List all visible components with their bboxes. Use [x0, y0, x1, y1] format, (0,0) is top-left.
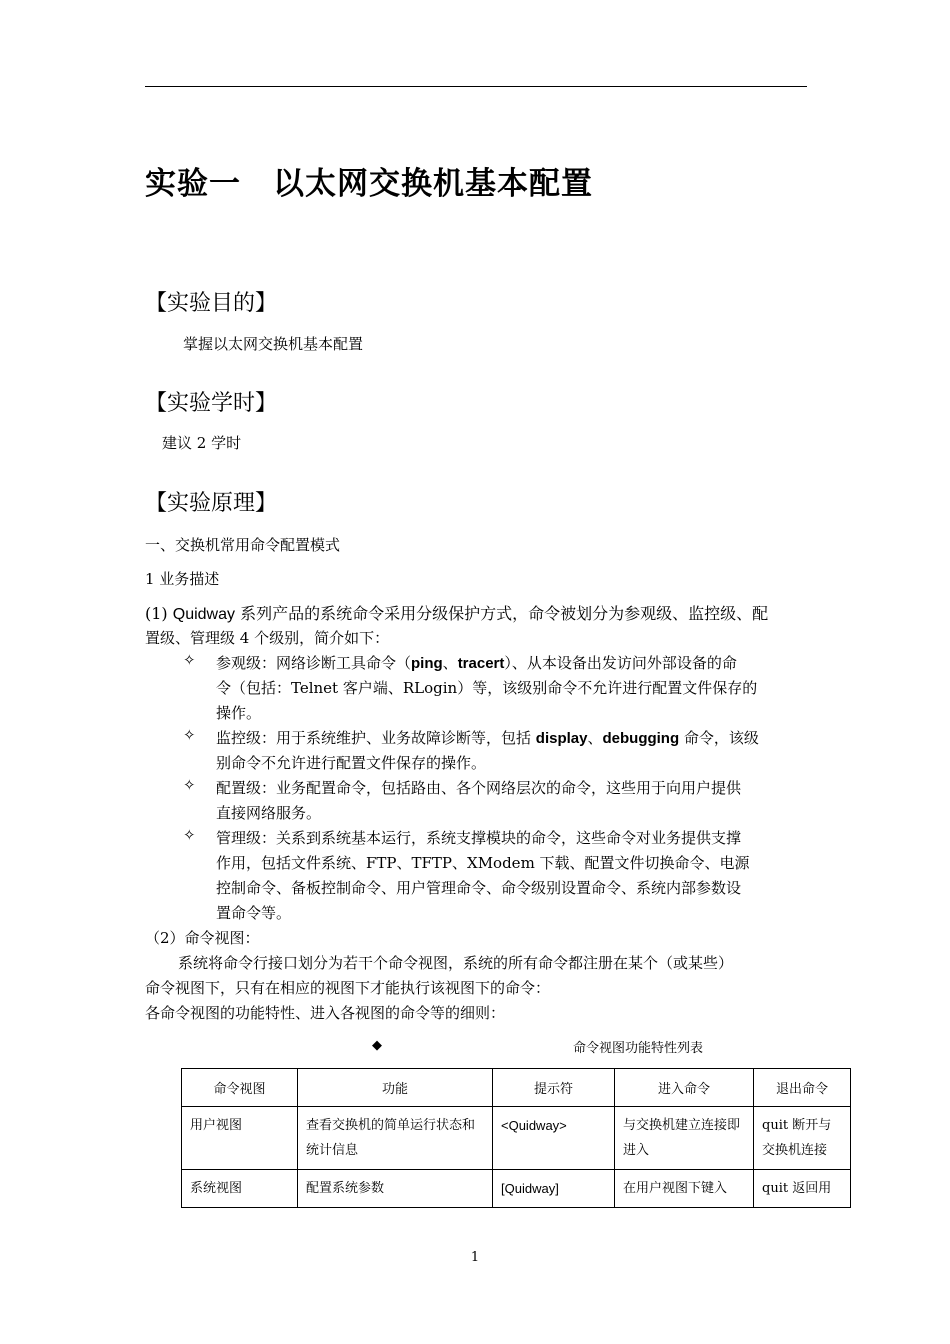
command-display: display [535, 730, 588, 747]
table-cell-function: 配置系统参数 [298, 1170, 493, 1208]
section-heading-principle: 【实验原理】 [145, 491, 278, 516]
table-header: 功能 [298, 1069, 493, 1107]
command-tracert: tracert [457, 655, 505, 672]
header-rule [145, 86, 807, 87]
table-cell-exit: quit 返回用 [754, 1170, 851, 1208]
table-cell-exit: quit 断开与交换机连接 [754, 1107, 851, 1170]
para1-rest: 系列产品的系统命令采用分级保护方式，命令被划分为参观级、监控级、配 [235, 604, 769, 623]
page-title: 实验一 以太网交换机基本配置 [145, 166, 593, 202]
bullet-3-line-1: 配置级：业务配置命令，包括路由、各个网络层次的命令，这些用于向用户提供 [216, 779, 742, 797]
bullet-text: 参观级：网络诊断工具命令（ [216, 654, 412, 672]
bullet-4-line-1: 管理级：关系到系统基本运行，系统支撑模块的命令，这些命令对业务提供支撑 [216, 829, 742, 847]
bullet-1-line-1 [216, 651, 737, 676]
table-header: 进入命令 [615, 1069, 754, 1107]
purpose-text: 掌握以太网交换机基本配置 [183, 335, 364, 353]
table-header-row [182, 1069, 851, 1107]
para2-line3: 各命令视图的功能特性、进入各视图的命令等的细则： [145, 1004, 506, 1022]
bullet-4-line-3: 控制命令、备板控制命令、用户管理命令、命令级别设置命令、系统内部参数设 [216, 879, 742, 897]
hours-text: 建议 2 学时 [162, 434, 242, 452]
bullet-text: 命令，该级 [679, 729, 759, 747]
command-debugging: debugging [602, 730, 680, 747]
table-row [182, 1170, 851, 1208]
para1-prefix: (1) [145, 604, 173, 623]
bullet-text: 、 [587, 729, 603, 747]
bullet-3-line-2: 直接网络服务。 [216, 804, 322, 822]
bullet-text: ）、从本设备出发访问外部设备的命 [504, 654, 737, 672]
table-header: 退出命令 [754, 1069, 851, 1107]
table-header: 提示符 [493, 1069, 615, 1107]
bullet-text: 、 [442, 654, 458, 672]
table-cell-prompt: <Quidway> [493, 1107, 615, 1170]
table-cell-enter: 与交换机建立连接即进入 [615, 1107, 754, 1170]
table-caption: 命令视图功能特性列表 [573, 1040, 704, 1055]
page-number: 1 [470, 1250, 480, 1265]
bullet-2-line-1 [216, 726, 759, 751]
command-ping: ping [411, 655, 443, 672]
table-cell-enter: 在用户视图下键入 [615, 1170, 754, 1208]
para1-brand: Quidway [172, 606, 235, 623]
table-cell-view: 用户视图 [182, 1107, 298, 1170]
bullet-text: 监控级：用于系统维护、业务故障诊断等，包括 [216, 729, 536, 747]
bullet-diamond-icon: ✧ [183, 826, 196, 844]
bullet-1-line-3: 操作。 [216, 704, 262, 722]
para2-heading: （2）命令视图： [145, 929, 260, 947]
table-header: 命令视图 [182, 1069, 298, 1107]
para2-line2: 命令视图下，只有在相应的视图下才能执行该视图下的命令： [145, 979, 551, 997]
section-heading-purpose: 【实验目的】 [145, 291, 278, 316]
section-heading-hours: 【实验学时】 [145, 391, 278, 416]
bullet-diamond-icon: ✧ [183, 726, 196, 744]
principle-subheading-2: 1 业务描述 [145, 570, 220, 588]
bullet-2-line-2: 别命令不允许进行配置文件保存的操作。 [216, 754, 487, 772]
bullet-4-line-4: 置命令等。 [216, 904, 292, 922]
para1-line1 [145, 601, 768, 627]
table-cell-prompt: [Quidway] [493, 1170, 615, 1208]
command-view-table [181, 1068, 851, 1208]
table-cell-function: 查看交换机的简单运行状态和统计信息 [298, 1107, 493, 1170]
caption-diamond-icon: ◆ [372, 1037, 382, 1052]
bullet-diamond-icon: ✧ [183, 651, 196, 669]
para2-line1: 系统将命令行接口划分为若干个命令视图，系统的所有命令都注册在某个（或某些） [178, 954, 734, 972]
table-row [182, 1107, 851, 1170]
table-cell-view: 系统视图 [182, 1170, 298, 1208]
principle-subheading-1: 一、交换机常用命令配置模式 [145, 536, 341, 554]
para1-line2: 置级、管理级 4 个级别，简介如下： [145, 629, 390, 647]
bullet-diamond-icon: ✧ [183, 776, 196, 794]
bullet-4-line-2: 作用，包括文件系统、FTP、TFTP、XModem 下载、配置文件切换命令、电源 [216, 854, 750, 872]
bullet-1-line-2: 令（包括：Telnet 客户端、RLogin）等，该级别命令不允许进行配置文件保存的 [216, 679, 758, 697]
